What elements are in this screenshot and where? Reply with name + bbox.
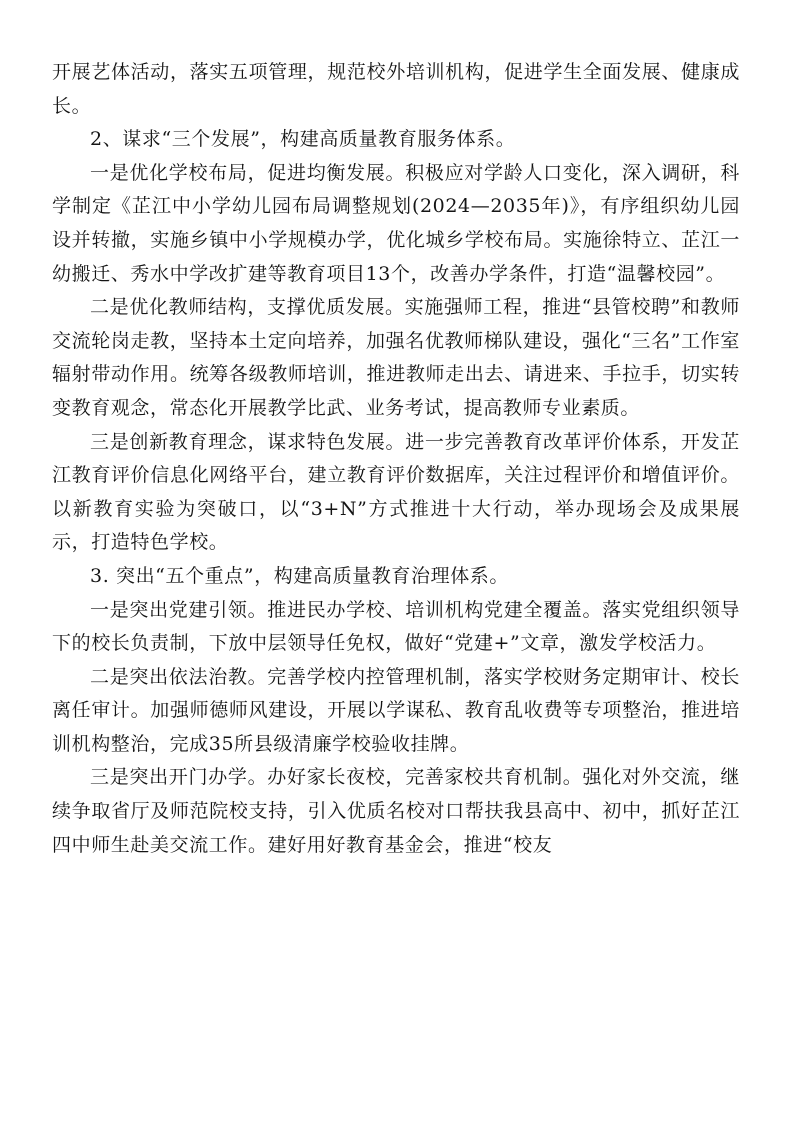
paragraph-education-concept: 三是创新教育理念，谋求特色发展。进一步完善教育改革评价体系，开发芷江教育评价信息化网络平台，建立教育评价数据库，关注过程评价和增值评价。以新教育实验为突破口，以“3+N”方式推进十大行动，举办现场会及成果展示，打造特色学校。 — [52, 430, 740, 554]
paragraph-teacher-structure: 二是优化教师结构，支撑优质发展。实施强师工程，推进“县管校聘”和教师交流轮岗走教，坚持本土定向培养，加强名优教师梯队建设，强化“三名”工作室辐射带动作用。统筹各级教师培训，推进教师走出去、请进来、手拉手，切实转变教育观念，常态化开展教学比武、业务考试，提高教师专业素质。 — [52, 296, 740, 419]
paragraph-school-layout: 一是优化学校布局，促进均衡发展。积极应对学龄人口变化，深入调研，科学制定《芷江中小学幼儿园布局调整规划(2024—2035年)》，有序组织幼儿园设并转撤，实施乡镇中小学规模办学，优化城乡学校布局。实施徐特立、芷江一幼搬迁、秀水中学改扩建等教育项目13个，改善办学条件，打造“温馨校园”。 — [52, 161, 740, 285]
paragraph-continuation: 开展艺体活动，落实五项管理，规范校外培训机构，促进学生全面发展、健康成长。 — [52, 61, 740, 117]
section-heading-3: 3. 突出“五个重点”，构建高质量教育治理体系。 — [90, 564, 509, 587]
paragraph-rule-of-law: 二是突出依法治教。完善学校内控管理机制，落实学校财务定期审计、校长离任审计。加强师德师风建设，开展以学谋私、教育乱收费等专项整治，推进培训机构整治，完成35所县级清廉学校验收挂牌。 — [52, 665, 740, 755]
document-body — [52, 56, 740, 862]
section-heading-2: 2、谋求“三个发展”，构建高质量教育服务体系。 — [90, 128, 516, 151]
paragraph-party-building: 一是突出党建引领。推进民办学校、培训机构党建全覆盖。落实党组织领导下的校长负责制，下放中层领导任免权，做好“党建+”文章，激发学校活力。 — [52, 598, 740, 655]
paragraph-open-schooling: 三是突出开门办学。办好家长夜校，完善家校共育机制。强化对外交流，继续争取省厅及师范院校支持，引入优质名校对口帮扶我县高中、初中，抓好芷江四中师生赴美交流工作。建好用好教育基金会，推进“校友 — [52, 766, 740, 856]
